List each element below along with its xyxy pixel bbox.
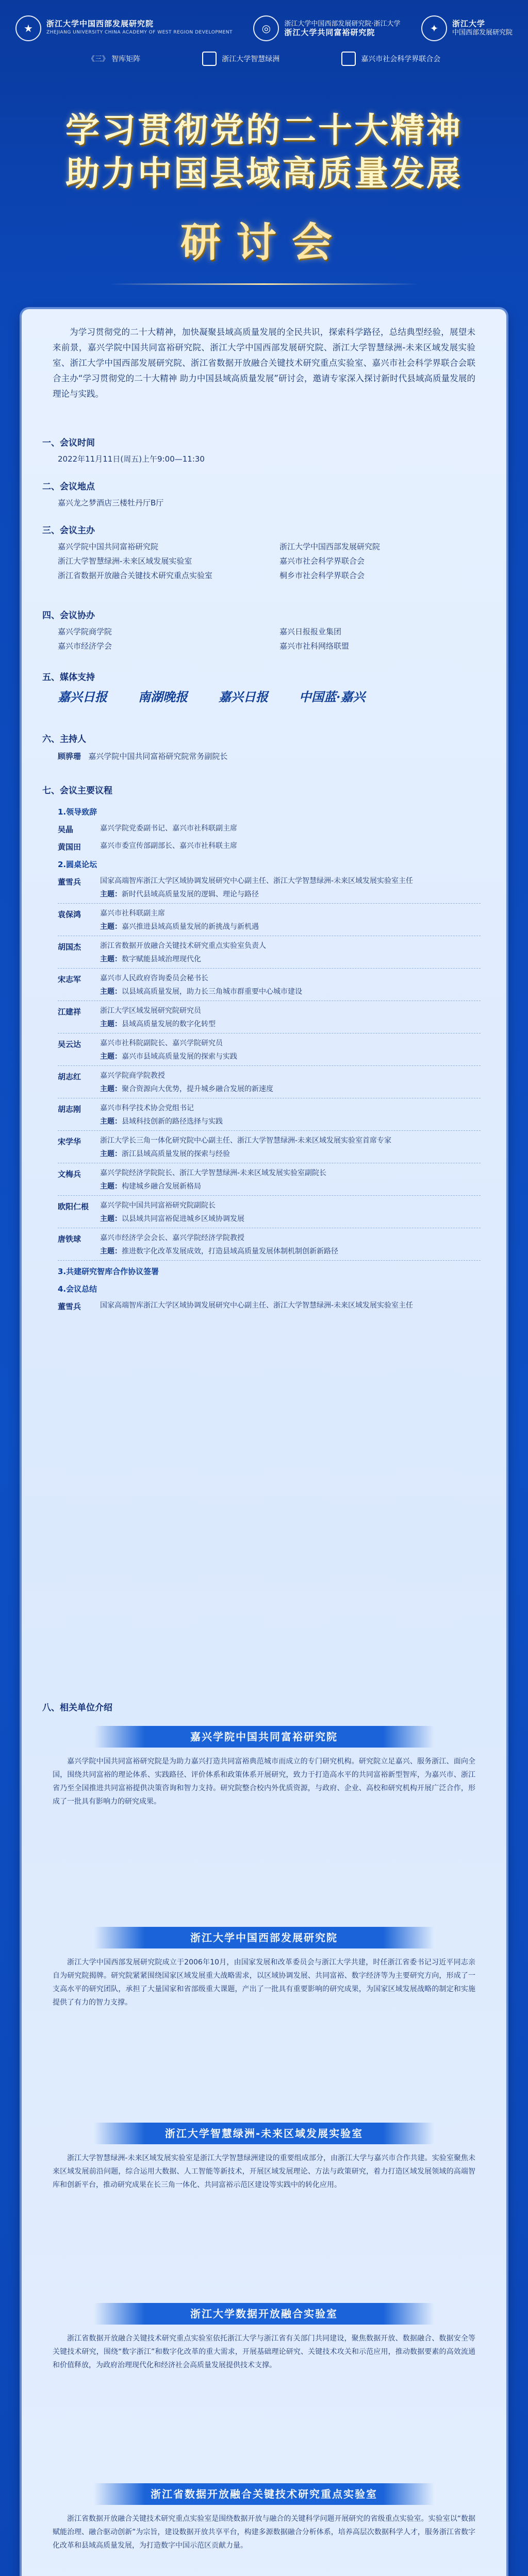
sub-logo-mid: 浙江大学智慧绿洲 bbox=[222, 55, 280, 63]
speaker-topic-text: 浙江县域高质量发展的探索与经验 bbox=[122, 1150, 230, 1158]
speaker-role: 嘉兴市经济学会会长、嘉兴学院经济学院教授 bbox=[100, 1234, 244, 1242]
speaker-name: 欧阳仁根 bbox=[58, 1202, 89, 1211]
speaker-role: 嘉兴学院中国共同富裕研究院副院长 bbox=[100, 1201, 216, 1210]
org-text: 浙江大学智慧绿洲-未来区域发展实验室是浙江大学智慧绿洲建设的重要组成部分，由浙江大学与嘉兴市合作共建。实验室聚焦未来区域发展前沿问题，综合运用大数据、人工智能等新技术，开展区域发展理论、方法与政策研究，着力打造区域发展领域的高端智库和创新平台，推动研究成果在长三角一体化、共同富裕示范区建设等实践中的转化应用。 bbox=[53, 2154, 475, 2189]
speaker-divider bbox=[58, 968, 481, 969]
speaker-name: 唐铁球 bbox=[58, 1234, 81, 1244]
host-item: 浙江大学智慧绿洲-未来区域发展实验室 bbox=[58, 556, 192, 566]
agenda-part-2: 2.圆桌论坛 bbox=[58, 860, 97, 869]
university-seal-icon: ★ bbox=[15, 15, 41, 41]
speaker-divider bbox=[58, 903, 481, 904]
sub-logo-right: 嘉兴市社会科学界联合会 bbox=[361, 55, 441, 63]
support-item: 嘉兴市社科网络联盟 bbox=[279, 641, 350, 651]
logo-left-name: 浙江大学中国西部发展研究院 bbox=[46, 19, 154, 28]
chair-row bbox=[58, 750, 481, 763]
federation-icon bbox=[341, 52, 356, 66]
speaker-list bbox=[58, 875, 481, 1261]
leader-role: 嘉兴市委宣传部副部长、嘉兴市社科联主席 bbox=[100, 842, 237, 850]
speaker-divider bbox=[58, 1130, 481, 1131]
speaker-topic-text: 嘉兴市县域高质量发展的探索与实践 bbox=[122, 1053, 237, 1061]
speaker-topic-text: 嘉兴推进县域高质量发展的新挑战与新机遇 bbox=[122, 923, 259, 931]
speaker-topic: 主题：推进数字化改革发展成效，打造县域高质量发展体制机制创新新路径 bbox=[100, 1247, 338, 1256]
speaker-row bbox=[58, 1103, 481, 1127]
speaker-name: 胡国杰 bbox=[58, 942, 81, 952]
section-time-value: 2022年11月11日(周五)上午9:00—11:30 bbox=[58, 454, 205, 464]
agenda-body bbox=[58, 801, 481, 1316]
speaker-name: 董雪兵 bbox=[58, 877, 81, 887]
speaker-topic: 主题：浙江县域高质量发展的探索与经验 bbox=[100, 1150, 230, 1158]
speaker-role: 浙江省数据开放融合关键技术研究重点实验室负责人 bbox=[100, 942, 266, 950]
org-name: 浙江大学智慧绿洲-未来区域发展实验室 bbox=[94, 2123, 434, 2144]
org-block bbox=[37, 2123, 491, 2192]
speaker-name: 文梅兵 bbox=[58, 1170, 81, 1179]
title-line-3: 研讨会 bbox=[180, 219, 348, 266]
leader-row bbox=[58, 840, 481, 854]
section-place-value: 嘉兴龙之梦酒店三楼牡丹厅B厅 bbox=[58, 498, 164, 507]
title-line-2: 助力中国县域高质量发展 bbox=[65, 153, 463, 193]
section-support-list bbox=[58, 625, 481, 653]
support-item: 嘉兴日报报业集团 bbox=[279, 627, 342, 636]
section-orgs-title: 八、相关单位介绍 bbox=[42, 1703, 112, 1713]
org-text: 嘉兴学院中国共同富裕研究院是为助力嘉兴打造共同富裕典范城市而成立的专门研究机构。研究院立足嘉兴、服务浙江、面向全国，围绕共同富裕的理论体系、实践路径、评价体系和政策体系开展研究，致力于打造高水平的共同富裕新型智库，为嘉兴市、浙江省乃至全国推进共同富裕提供决策咨询和智力支持。研究院整合校内外优质资源，与政府、企业、高校和研究机构开展广泛合作，形成了一批具有影响力的研究成果。 bbox=[53, 1757, 475, 1806]
speaker-topic-text: 以县域高质量发展，助力长三角城市群重要中心城市建设 bbox=[122, 988, 302, 996]
section-hosts-title: 三、会议主办 bbox=[42, 526, 95, 536]
oasis-icon bbox=[202, 52, 217, 66]
chair-name: 顾骅珊 bbox=[58, 752, 81, 761]
summary-name: 董雪兵 bbox=[58, 1302, 81, 1311]
speaker-role: 浙江大学区域发展研究院研究员 bbox=[100, 1007, 201, 1015]
speaker-role: 嘉兴学院商学院教授 bbox=[100, 1072, 165, 1080]
logo-right-name2: 中国西部发展研究院 bbox=[452, 29, 513, 37]
media-logo: 中国蓝·嘉兴 bbox=[299, 689, 366, 704]
speaker-row bbox=[58, 1005, 481, 1030]
org-block bbox=[37, 2483, 491, 2552]
section-hosts-list bbox=[58, 540, 481, 582]
chair-role: 嘉兴学院中国共同富裕研究院常务副院长 bbox=[88, 752, 228, 761]
host-item: 浙江省数据开放融合关键技术研究重点实验室 bbox=[58, 571, 213, 580]
org-name: 浙江省数据开放融合关键技术研究重点实验室 bbox=[94, 2483, 434, 2505]
speaker-row bbox=[58, 875, 481, 900]
header-logos bbox=[15, 10, 513, 46]
speaker-topic-text: 县域科技创新的路径选择与实践 bbox=[122, 1117, 223, 1126]
logo-left bbox=[15, 15, 233, 41]
speaker-row bbox=[58, 1200, 481, 1225]
summary-row bbox=[58, 1300, 481, 1313]
leader-name: 吴晶 bbox=[58, 825, 74, 834]
poster-title bbox=[0, 108, 528, 285]
logo-mid-name2: 浙江大学共同富裕研究院 bbox=[284, 28, 375, 37]
section-chair-title: 六、主持人 bbox=[42, 734, 86, 744]
speaker-topic: 主题：以县域高质量发展，助力长三角城市群重要中心城市建设 bbox=[100, 988, 302, 996]
section-time-title: 一、会议时间 bbox=[42, 438, 95, 448]
logo-left-en: ZHEJIANG UNIVERSITY CHINA ACADEMY OF WEST REGION DEVELOPMENT bbox=[46, 30, 233, 35]
speaker-row bbox=[58, 1232, 481, 1257]
org-text: 浙江省数据开放融合关键技术研究重点实验室是围绕数据开放与融合的关键科学问题开展研究的省级重点实验室。实验室以“数据赋能治理、融合驱动创新”为宗旨，建设数据开放共享平台，构建多源数据融合分析体系，培养高层次数据科学人才，服务浙江省数字化改革和县域高质量发展，为打造数字中国示范区贡献力量。 bbox=[53, 2515, 475, 2550]
zju-seal-icon: ✦ bbox=[421, 15, 447, 41]
media-logo: 嘉兴日报 bbox=[219, 689, 268, 704]
speaker-topic-text: 县域高质量发展的数字化转型 bbox=[122, 1020, 216, 1028]
host-item: 嘉兴市社会科学界联合会 bbox=[279, 556, 365, 566]
speaker-name: 宋学华 bbox=[58, 1137, 81, 1146]
speaker-role: 嘉兴市社科联副主席 bbox=[100, 909, 165, 918]
sub-logos bbox=[0, 52, 528, 66]
agenda-part-1: 1.领导致辞 bbox=[58, 807, 97, 817]
org-block bbox=[37, 1726, 491, 1808]
host-item: 桐乡市社会科学界联合会 bbox=[279, 571, 365, 580]
content-card bbox=[22, 309, 506, 2576]
speaker-topic: 主题：构建城乡融合发展新格局 bbox=[100, 1182, 201, 1191]
leader-name: 黄国田 bbox=[58, 842, 81, 852]
org-text: 浙江省数据开放融合关键技术研究重点实验室依托浙江大学与浙江省有关部门共同建设，聚焦数据开放、数据融合、数据安全等关键技术研究，围绕“数字浙江”和数字化改革的重大需求，开展基础理论研究、关键技术攻关和示范应用，推动数据要素的高效流通和价值释放，为政府治理现代化和经济社会高质量发展提供技术支撑。 bbox=[53, 2334, 475, 2369]
org-text: 浙江大学中国西部发展研究院成立于2006年10月，由国家发展和改革委员会与浙江大学共建，时任浙江省委书记习近平同志亲自为研究院揭牌。研究院紧紧围绕国家区域发展重大战略需求，以区域协调发展、共同富裕、数字经济等为主要研究方向，形成了一支高水平的研究团队，承担了大量国家和省部级重大课题，产出了一批具有重要影响的研究成果，为国家区域发展战略的制定和实施提供了有力的智力支撑。 bbox=[53, 1958, 475, 2007]
speaker-row bbox=[58, 1135, 481, 1160]
speaker-divider bbox=[58, 1195, 481, 1196]
speaker-name: 宋志军 bbox=[58, 975, 81, 984]
speaker-row bbox=[58, 1070, 481, 1095]
speaker-topic: 主题：新时代县域高质量发展的逻辑、理论与路径 bbox=[100, 890, 259, 899]
speaker-name: 江建祥 bbox=[58, 1007, 81, 1016]
title-divider bbox=[109, 283, 419, 285]
speaker-role: 国家高端智库浙江大学区域协调发展研究中心副主任、浙江大学智慧绿洲-未来区域发展实验室主任 bbox=[100, 877, 414, 885]
org-name: 嘉兴学院中国共同富裕研究院 bbox=[94, 1726, 434, 1748]
speaker-divider bbox=[58, 1260, 481, 1261]
speaker-topic-text: 数字赋能县域治理现代化 bbox=[122, 955, 201, 963]
support-item: 嘉兴市经济学会 bbox=[58, 641, 112, 651]
speaker-topic-text: 构建城乡融合发展新格局 bbox=[122, 1182, 201, 1191]
speaker-topic: 主题：县域科技创新的路径选择与实践 bbox=[100, 1117, 223, 1126]
summary-role: 国家高端智库浙江大学区域协调发展研究中心副主任、浙江大学智慧绿洲-未来区域发展实验室主任 bbox=[100, 1301, 414, 1310]
speaker-role: 嘉兴市社科院副院长、嘉兴学院研究员 bbox=[100, 1039, 223, 1047]
agenda-part-4: 4.会议总结 bbox=[58, 1284, 97, 1294]
logo-mid bbox=[253, 15, 400, 41]
speaker-row bbox=[58, 940, 481, 965]
org-block bbox=[37, 2303, 491, 2372]
speaker-name: 袁保鸿 bbox=[58, 910, 81, 919]
speaker-topic-text: 推进数字化改革发展成效，打造县域高质量发展体制机制创新新路径 bbox=[122, 1247, 338, 1256]
logo-right-name: 浙江大学 bbox=[452, 19, 485, 28]
section-media-title: 五、媒体支持 bbox=[42, 672, 95, 683]
intro-paragraph: 为学习贯彻党的二十大精神，加快凝聚县域高质量发展的全民共识，探索科学路径，总结典型经验，展望未来前景，嘉兴学院中国共同富裕研究院、浙江大学中国西部发展研究院、浙江大学智慧绿洲-未来区域发展实验室、浙江大学中国西部发展研究院、浙江省数据开放融合关键技术研究重点实验室、嘉兴市社会科学界联合会联合主办“学习贯彻党的二十大精神 助力中国县域高质量发展”研讨会，邀请专家深入探讨新时代县域高质量发展的理论与实践。 bbox=[53, 327, 475, 399]
org-name: 浙江大学数据开放融合实验室 bbox=[94, 2303, 434, 2325]
speaker-topic: 主题：以县域共同富裕促进城乡区域协调发展 bbox=[100, 1215, 244, 1223]
section-support-title: 四、会议协办 bbox=[42, 611, 95, 621]
speaker-name: 胡志红 bbox=[58, 1072, 81, 1081]
speaker-divider bbox=[58, 1065, 481, 1066]
host-item: 浙江大学中国西部发展研究院 bbox=[279, 542, 381, 551]
speaker-row bbox=[58, 908, 481, 933]
org-block bbox=[37, 1927, 491, 2009]
speaker-row bbox=[58, 973, 481, 997]
speaker-topic: 主题：聚合资源向大优势，提升城乡融合发展的新速度 bbox=[100, 1085, 273, 1093]
logo-mid-name: 浙江大学中国西部发展研究院·浙江大学 bbox=[284, 20, 401, 28]
logo-right bbox=[421, 15, 513, 41]
speaker-row bbox=[58, 1167, 481, 1192]
support-item: 嘉兴学院商学院 bbox=[58, 627, 112, 636]
sub-logo-left: 《三》 智库矩阵 bbox=[87, 55, 141, 63]
speaker-topic-text: 新时代县域高质量发展的逻辑、理论与路径 bbox=[122, 890, 259, 899]
speaker-row bbox=[58, 1038, 481, 1062]
speaker-role: 嘉兴市人民政府咨询委员会秘书长 bbox=[100, 974, 208, 982]
speaker-name: 吴云达 bbox=[58, 1040, 81, 1049]
speaker-topic-text: 聚合资源向大优势，提升城乡融合发展的新速度 bbox=[122, 1085, 273, 1093]
leader-role: 嘉兴学院党委副书记、嘉兴市社科联副主席 bbox=[100, 824, 237, 833]
media-logo: 南湖晚报 bbox=[138, 689, 188, 704]
title-line-1: 学习贯彻党的二十大精神 bbox=[65, 110, 463, 150]
speaker-role: 嘉兴学院经济学院院长、浙江大学智慧绿洲-未来区域发展实验室副院长 bbox=[100, 1169, 327, 1177]
agenda-part-3: 3.共建研究智库合作协议签署 bbox=[58, 1267, 159, 1276]
section-place-title: 二、会议地点 bbox=[42, 482, 95, 492]
speaker-name: 胡志刚 bbox=[58, 1105, 81, 1114]
leader-row bbox=[58, 823, 481, 836]
speaker-topic: 主题：县域高质量发展的数字化转型 bbox=[100, 1020, 216, 1028]
media-logos bbox=[58, 690, 481, 704]
speaker-topic: 主题：嘉兴市县域高质量发展的探索与实践 bbox=[100, 1053, 237, 1061]
section-agenda-title: 七、会议主要议程 bbox=[42, 786, 112, 796]
media-logo: 嘉兴日报 bbox=[58, 689, 107, 704]
institute-seal-icon: ◎ bbox=[253, 15, 279, 41]
speaker-topic-text: 以县域共同富裕促进城乡区域协调发展 bbox=[122, 1215, 244, 1223]
speaker-role: 浙江大学长三角一体化研究院中心副主任、浙江大学智慧绿洲-未来区域发展实验室首席专家 bbox=[100, 1137, 392, 1145]
speaker-topic: 主题：数字赋能县域治理现代化 bbox=[100, 955, 201, 963]
speaker-topic: 主题：嘉兴推进县域高质量发展的新挑战与新机遇 bbox=[100, 923, 259, 931]
host-item: 嘉兴学院中国共同富裕研究院 bbox=[58, 542, 159, 551]
speaker-role: 嘉兴市科学技术协会党组书记 bbox=[100, 1104, 194, 1112]
org-name: 浙江大学中国西部发展研究院 bbox=[94, 1927, 434, 1948]
